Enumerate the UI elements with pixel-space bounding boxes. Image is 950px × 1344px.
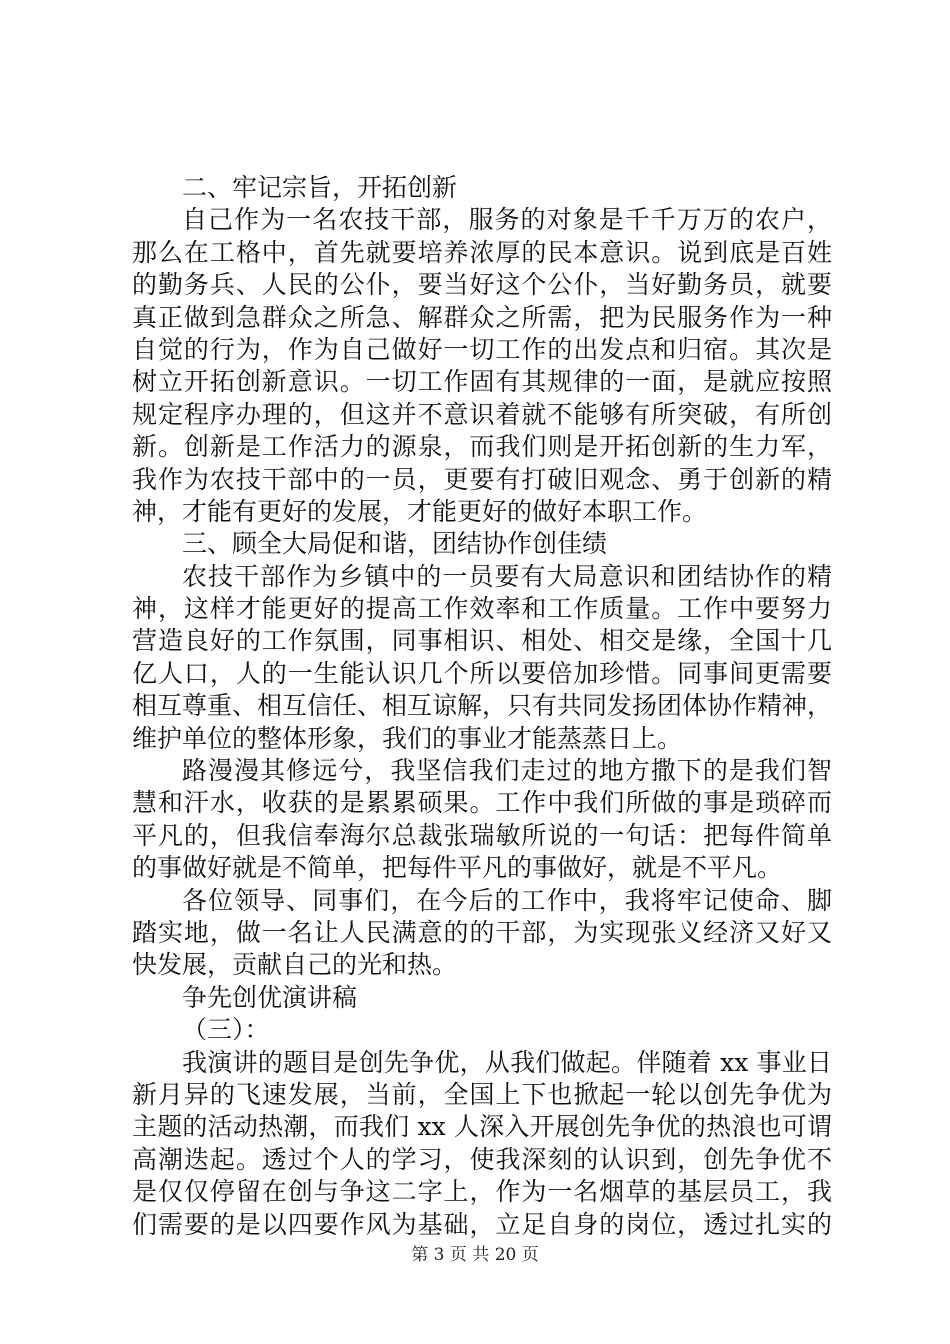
text-line: 那么在工格中，首先就要培养浓厚的民本意识。说到底是百姓 [132, 237, 832, 267]
text-line: 是仅仅停留在创与争这二字上，作为一名烟草的基层员工，我 [132, 1177, 832, 1207]
text-line: 的勤务兵、人民的公仆，要当好这个公仆，当好勤务员，就要 [132, 270, 832, 300]
text-line: 新月异的飞速发展，当前，全国上下也掀起一轮以创先争优为 [132, 1079, 832, 1109]
text-line: 新。创新是工作活力的源泉，而我们则是开拓创新的生力军， [132, 432, 832, 462]
text-line: 真正做到急群众之所急、解群众之所需，把为民服务作为一种 [132, 302, 832, 332]
section-heading: 三、顾全大局促和谐，团结协作创佳绩 [182, 529, 608, 559]
page-footer: 第 3 页 共 20 页 [411, 1245, 539, 1265]
section-heading: 二、牢记宗旨，开拓创新 [182, 173, 458, 202]
text-line: 快发展，贡献自己的光和热。 [132, 950, 458, 980]
text-line: 平凡的，但我信奉海尔总裁张瑞敏所说的一句话：把每件简单 [132, 820, 832, 850]
text-line: 亿人口，人的一生能认识几个所以要倍加珍惜。同事间更需要 [132, 658, 832, 688]
text-line: 神，这样才能更好的提高工作效率和工作质量。工作中要努力 [132, 594, 832, 624]
text-line: 我作为农技干部中的一员，更要有打破旧观念、勇于创新的精 [132, 464, 832, 494]
section-heading: 争先创优演讲稿 [182, 982, 358, 1012]
text-line: 踏实地，做一名让人民满意的的干部，为实现张义经济又好又 [132, 917, 832, 947]
text-line: 路漫漫其修远兮，我坚信我们走过的地方撒下的是我们智 [182, 756, 832, 786]
text-line: 规定程序办理的，但这并不意识着就不能够有所突破，有所创 [132, 399, 832, 429]
text-line: 慧和汗水，收获的是累累硕果。工作中我们所做的事是琐碎而 [132, 788, 832, 818]
text-line: 的事做好就是不简单，把每件平凡的事做好，就是不平凡。 [132, 853, 783, 883]
text-line: 主题的活动热潮，而我们 xx 人深入开展创先争优的热浪也可谓 [132, 1112, 832, 1142]
text-line: 维护单位的整体形象，我们的事业才能蒸蒸日上。 [132, 723, 683, 753]
text-line: 营造良好的工作氛围，同事相识、相处、相交是缘，全国十几 [132, 626, 832, 656]
text-line: 相互尊重、相互信任、相互谅解，只有共同发扬团体协作精神， [132, 691, 833, 721]
document-body [132, 172, 832, 1241]
text-line: 们需要的是以四要作风为基础，立足自身的岗位，透过扎实的 [132, 1209, 832, 1239]
text-line: 自觉的行为，作为自己做好一切工作的出发点和归宿。其次是 [132, 334, 832, 364]
text-line: 我演讲的题目是创先争优，从我们做起。伴随着 xx 事业日 [182, 1047, 832, 1077]
text-line: 自己作为一名农技干部，服务的对象是千千万万的农户， [182, 205, 832, 235]
text-line: 神，才能有更好的发展，才能更好的做好本职工作。 [132, 496, 708, 526]
section-heading: （三）： [182, 1015, 270, 1045]
text-line: 树立开拓创新意识。一切工作固有其规律的一面，是就应按照 [132, 367, 832, 397]
text-line: 农技干部作为乡镇中的一员要有大局意识和团结协作的精 [182, 561, 832, 591]
text-line: 各位领导、同事们，在今后的工作中，我将牢记使命、脚 [182, 885, 832, 915]
text-line: 高潮迭起。透过个人的学习，使我深刻的认识到，创先争优不 [132, 1144, 832, 1174]
